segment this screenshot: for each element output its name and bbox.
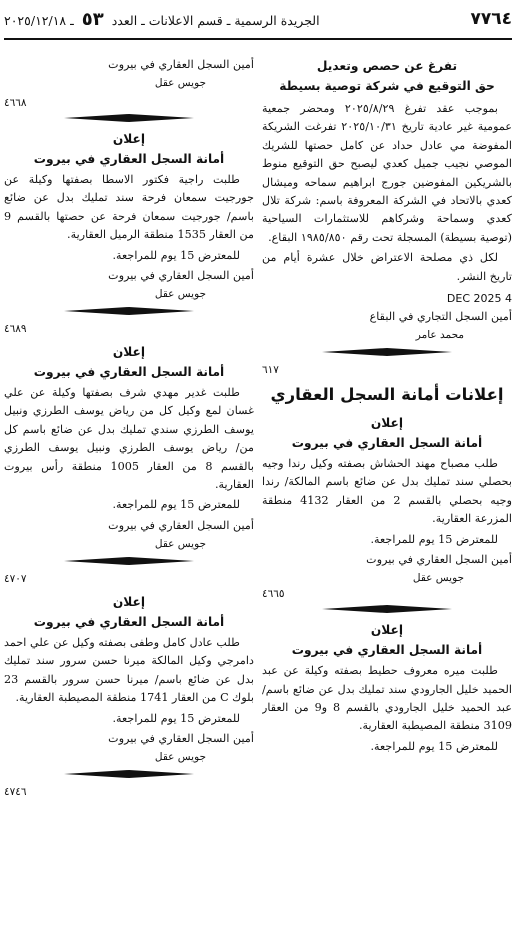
issue-number: ٥٣ <box>81 8 104 30</box>
notice-objection: للمعترض 15 يوم للمراجعة. <box>370 532 498 546</box>
notice-office-title: أمانة السجل العقاري في بيروت <box>33 614 225 629</box>
notice-body: طلبت راجية فكتور الاسطا بصفتها وكيلة عن جورجيت سمعان فرحة سند تمليك بدل عن ضائع باسم/ جورجيت سمعان فرحة عن حصتها بالقسم 9 من العقار 1535 منطقة الرميل العقارية. <box>4 173 254 242</box>
notice-code: ٤٦٨٩ <box>4 323 27 336</box>
notice-date: 4 DEC 2025 <box>446 292 512 306</box>
notice-office-title: أمانة السجل العقاري في بيروت <box>291 643 483 658</box>
notice-body: طلبت غدير مهدي شرف بصفتها وكيلة عن علي غسان لمع وكيل كل من رياض يوسف الطرزي ونبيل يوسف الطرزي سندي تمليك بدل عن ضائع باسم كل من/ رياض يوسف الطرزي ونبيل يوسف الطرزي بالقسم 8 من العقار 1005 منطقة رأس بيروت العقارية. <box>4 386 254 492</box>
signatory-office: أمين السجل التجاري في البقاع <box>369 310 512 324</box>
signatory-office: أمين السجل العقاري في بيروت <box>108 731 254 745</box>
notice-label: إعلان <box>112 132 146 146</box>
separator-ornament <box>322 604 452 614</box>
signatory-office: أمين السجل العقاري في بيروت <box>108 518 254 532</box>
signatory-office: أمين السجل العقاري في بيروت <box>108 269 254 283</box>
signatory-name: جويس عقل <box>154 77 206 89</box>
notice-office-title: أمانة السجل العقاري في بيروت <box>33 365 225 380</box>
notice-share-transfer <box>262 56 512 377</box>
signatory-office: أمين السجل العقاري في بيروت <box>366 553 512 567</box>
notice-body: بموجب عقد تفرغ ٢٠٢٥/٨/٢٩ ومحضر جمعية عمومية غير عادية تاريخ ٢٠٢٥/١٠/٣١ تفرغت الشريكة المفوضة مي عادل حداد عن كامل حصتها للشريك الموصي نجيب جميل كعدي ليصبح حق التوقيع منوط بالشريكين المفوضين جورج ابراهيم سماحه وميشال كعدي بالاتحاد في الشركة المعروفة باسم: شركة تلال كعدي وسماحة وشركاهم للاستثمارات السياحية (توصية بسيطة) المسجلة تحت رقم ١٩٨٥/٨٥٠ البقاع. <box>262 102 512 244</box>
separator-ornament <box>64 556 194 566</box>
notice-title: تفرغ عن حصص وتعديل <box>316 59 458 73</box>
notice-real-estate-1 <box>262 413 512 614</box>
page-number: ٧٧٦٤ <box>470 9 512 29</box>
notice-subtitle: حق التوقيع في شركة توصية بسيطة <box>279 79 495 93</box>
issue-date: ـ ٢٠٢٥/١٢/١٨ <box>4 12 74 28</box>
notice-label: إعلان <box>370 623 404 638</box>
page-columns <box>4 46 512 934</box>
notice-continuation <box>4 56 254 123</box>
page-header <box>4 0 512 40</box>
notice-code: ٤٧٠٧ <box>4 572 27 585</box>
separator-ornament <box>322 347 452 357</box>
notice-label: إعلان <box>112 594 146 609</box>
notice-body: طلبت ميره معروف حطيط بصفته وكيلة عن عبد الحميد خليل الجارودي سند تمليك بدل عن ضائع باسم/ عبد الحميد خليل الجارودي بالقسم 8 و9 من العقار 3109 منطقة المصيطبة العقارية. <box>262 664 512 733</box>
notice-code: ٤٦٦٨ <box>4 97 27 109</box>
notice-real-estate-4 <box>4 342 254 586</box>
notice-objection: للمعترض 15 يوم للمراجعة. <box>370 739 498 753</box>
header-title <box>4 9 320 30</box>
signatory-name: جويس عقل <box>154 537 206 550</box>
left-column <box>4 46 254 934</box>
notice-objection: للمعترض 15 يوم للمراجعة. <box>112 711 240 725</box>
notice-body: طلب عادل كامل وطفى بصفته وكيل عن علي احمد دامرجي وكيل المالكة ميرنا حسن سرور سند تمليك بدل عن ضائع باسم/ ميرنا حسن سرور بالقسم 23 بلوك C من العقار 1741 منطقة المصيطبة العقارية. <box>4 635 254 705</box>
separator-ornament <box>64 769 194 779</box>
signatory-name: جويس عقل <box>154 288 206 301</box>
notice-real-estate-5 <box>4 592 254 799</box>
signatory-name: جويس عقل <box>412 572 464 585</box>
notice-real-estate-3 <box>4 129 254 336</box>
notice-objection: لكل ذي مصلحة الاعتراض خلال عشرة أيام من تاريخ النشر. <box>262 251 512 283</box>
separator-ornament <box>64 113 194 123</box>
notice-label: إعلان <box>112 345 146 360</box>
notice-code: ٤٦٦٥ <box>262 588 285 601</box>
notice-office-title: أمانة السجل العقاري في بيروت <box>291 436 483 451</box>
notice-office-title: أمانة السجل العقاري في بيروت <box>33 152 225 166</box>
notice-label: إعلان <box>370 416 404 431</box>
signatory-name: محمد عامر <box>415 329 464 342</box>
separator-ornament <box>64 306 194 316</box>
notice-code: ٦١٧ <box>262 364 279 377</box>
notice-real-estate-2 <box>262 620 512 756</box>
notice-code: ٤٧٤٦ <box>4 785 27 798</box>
notice-body: طلب مصباح مهند الحشاش بصفته وكيل رندا وجيه بحصلي سند تمليك بدل عن ضائع باسم المالكة/ رندا وجيه بحصلي بالقسم 2 من العقار 4132 منطقة المزرعة العقارية. <box>262 457 512 526</box>
notice-objection: للمعترض 15 يوم للمراجعة. <box>112 248 240 262</box>
signatory-office: أمين السجل العقاري في بيروت <box>108 58 254 71</box>
notice-objection: للمعترض 15 يوم للمراجعة. <box>112 498 240 512</box>
gazette-title: الجريدة الرسمية ـ قسم الاعلانات ـ العدد <box>111 12 320 28</box>
right-column <box>262 46 512 934</box>
section-heading: إعلانات أمانة السجل العقاري <box>270 385 504 405</box>
signatory-name: جويس عقل <box>154 750 206 763</box>
